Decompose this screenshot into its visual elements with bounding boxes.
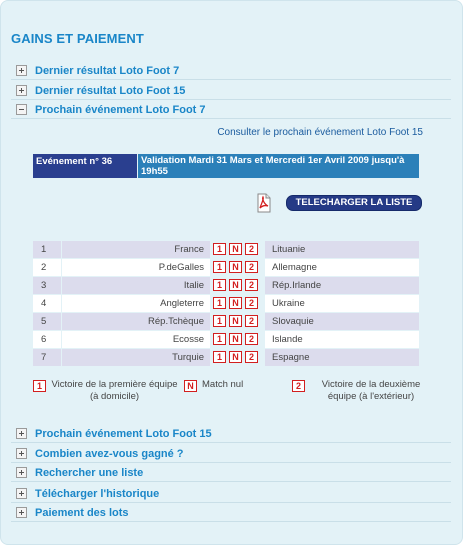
match-number: 6	[33, 331, 61, 348]
home-team: Italie	[62, 277, 210, 294]
accordion-content-lf7	[11, 121, 451, 419]
pick-n-button[interactable]: N	[229, 315, 242, 327]
pick-2-icon: 2	[292, 380, 305, 392]
match-row	[33, 240, 419, 258]
pick-1-button[interactable]: 1	[213, 261, 226, 273]
expand-plus-icon	[16, 488, 27, 499]
accordion-label: Paiement des lots	[35, 506, 129, 519]
accordion-label: Rechercher une liste	[35, 466, 144, 479]
pick-1-icon: 1	[33, 380, 46, 392]
collapse-minus-icon	[16, 104, 27, 115]
expand-plus-icon	[16, 85, 27, 96]
home-team: Angleterre	[62, 295, 210, 312]
pick-n-button[interactable]: N	[229, 351, 242, 363]
accordion-combien-gagne[interactable]	[11, 445, 451, 463]
pick-n-button[interactable]: N	[229, 279, 242, 291]
legend-text: Victoire de la première équipe (à domicile)	[51, 379, 178, 402]
expand-plus-icon	[16, 428, 27, 439]
event-validation: Validation Mardi 31 Mars et Mercredi 1er Avril 2009 jusqu'à 19h55	[138, 154, 419, 178]
pdf-icon[interactable]	[254, 193, 274, 213]
pick-n-button[interactable]: N	[229, 297, 242, 309]
match-number: 5	[33, 313, 61, 330]
pick-n-button[interactable]: N	[229, 243, 242, 255]
legend-home-win	[33, 379, 178, 403]
pick-group	[210, 349, 265, 366]
match-row	[33, 294, 419, 312]
away-team: Rép.Irlande	[265, 277, 419, 294]
match-row	[33, 312, 419, 330]
accordion-telecharger-historique[interactable]	[11, 485, 451, 503]
expand-plus-icon	[16, 448, 27, 459]
away-team: Ukraine	[265, 295, 419, 312]
match-row	[33, 258, 419, 276]
match-row	[33, 348, 419, 366]
pick-2-button[interactable]: 2	[245, 315, 258, 327]
expand-plus-icon	[16, 65, 27, 76]
pick-n-icon: N	[184, 380, 197, 392]
pick-group	[210, 277, 265, 294]
home-team: P.deGalles	[62, 259, 210, 276]
match-number: 1	[33, 241, 61, 258]
pick-2-button[interactable]: 2	[245, 279, 258, 291]
home-team: France	[62, 241, 210, 258]
accordion-label: Prochain événement Loto Foot 7	[35, 103, 206, 116]
match-row	[33, 330, 419, 348]
match-number: 2	[33, 259, 61, 276]
accordion-paiement-lots[interactable]	[11, 504, 451, 522]
event-header	[33, 154, 419, 178]
pick-1-button[interactable]: 1	[213, 297, 226, 309]
accordion-label: Télécharger l'historique	[35, 487, 160, 500]
match-row	[33, 276, 419, 294]
pick-n-button[interactable]: N	[229, 261, 242, 273]
match-number: 3	[33, 277, 61, 294]
pick-n-button[interactable]: N	[229, 333, 242, 345]
accordion-dernier-resultat-lf15[interactable]	[11, 82, 451, 100]
pick-1-button[interactable]: 1	[213, 243, 226, 255]
accordion-prochain-evenement-lf7[interactable]	[11, 101, 451, 119]
expand-plus-icon	[16, 467, 27, 478]
away-team: Allemagne	[265, 259, 419, 276]
pick-1-button[interactable]: 1	[213, 351, 226, 363]
home-team: Ecosse	[62, 331, 210, 348]
event-number: Evénement n° 36	[33, 154, 137, 178]
legend-away-win	[292, 379, 432, 403]
pick-2-button[interactable]: 2	[245, 243, 258, 255]
pick-2-button[interactable]: 2	[245, 333, 258, 345]
accordion-label: Prochain événement Loto Foot 15	[35, 427, 212, 440]
pick-1-button[interactable]: 1	[213, 333, 226, 345]
match-number: 4	[33, 295, 61, 312]
away-team: Espagne	[265, 349, 419, 366]
pick-group	[210, 241, 265, 258]
matches-table	[33, 240, 419, 366]
accordion-prochain-evenement-lf15[interactable]	[11, 425, 451, 443]
legend-text: Victoire de la deuxième équipe (à l'extérieur)	[321, 379, 421, 402]
consult-lf15-link[interactable]: Consulter le prochain événement Loto Foot 15	[217, 127, 423, 138]
pick-2-button[interactable]: 2	[245, 351, 258, 363]
accordion-label: Combien avez-vous gagné ?	[35, 447, 184, 460]
away-team: Lituanie	[265, 241, 419, 258]
accordion-rechercher-liste[interactable]	[11, 464, 451, 482]
pick-2-button[interactable]: 2	[245, 261, 258, 273]
legend-draw	[184, 379, 284, 392]
accordion-label: Dernier résultat Loto Foot 7	[35, 64, 180, 77]
away-team: Islande	[265, 331, 419, 348]
page-title: GAINS ET PAIEMENT	[11, 31, 144, 46]
home-team: Rép.Tchèque	[62, 313, 210, 330]
pick-group	[210, 331, 265, 348]
pick-group	[210, 313, 265, 330]
pick-group	[210, 295, 265, 312]
expand-plus-icon	[16, 507, 27, 518]
home-team: Turquie	[62, 349, 210, 366]
away-team: Slovaquie	[265, 313, 419, 330]
accordion-label: Dernier résultat Loto Foot 15	[35, 84, 186, 97]
pick-1-button[interactable]: 1	[213, 279, 226, 291]
legend-text: Match nul	[202, 379, 244, 390]
download-list-button[interactable]: TELECHARGER LA LISTE	[286, 195, 422, 211]
accordion-dernier-resultat-lf7[interactable]	[11, 62, 451, 80]
pick-1-button[interactable]: 1	[213, 315, 226, 327]
pick-group	[210, 259, 265, 276]
match-number: 7	[33, 349, 61, 366]
pick-2-button[interactable]: 2	[245, 297, 258, 309]
